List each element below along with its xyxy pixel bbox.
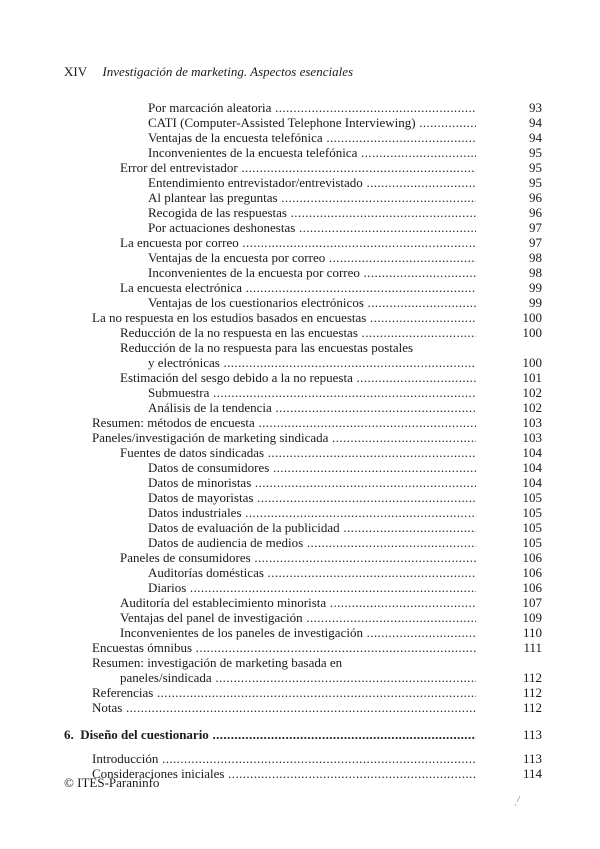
toc-entry: Entendimiento entrevistador/entrevistado ..... 95 (92, 175, 542, 190)
running-header (64, 64, 353, 80)
toc-entry: Estimación del sesgo debido a la no repuesta ..... 101 (92, 370, 542, 385)
toc-entry: Inconvenientes de los paneles de investigación ..... 110 (92, 625, 542, 640)
toc-entry: Datos de minoristas ..... 104 (92, 475, 542, 490)
toc-entry: Datos industriales ..... 105 (92, 505, 542, 520)
toc-chapter-entry: 6. Diseño del cuestionario ..... 113 (92, 727, 542, 742)
toc-entry: Auditoría del establecimiento minorista ..... 107 (92, 595, 542, 610)
copyright-footer: © ITES-Paraninfo (64, 775, 160, 790)
toc-entry: Inconvenientes de la encuesta por correo ..... 98 (92, 265, 542, 280)
toc-entry: Recogida de las respuestas ..... 96 (92, 205, 542, 220)
toc-entry: Datos de audiencia de medios ..... 105 (92, 535, 542, 550)
toc-entry: Inconvenientes de la encuesta telefónica ..... 95 (92, 145, 542, 160)
toc-entry: La no respuesta en los estudios basados en encuestas ..... 100 (92, 310, 542, 325)
toc-entry: paneles/sindicada ..... 112 (92, 670, 542, 685)
toc-entry: Ventajas de la encuesta telefónica ..... 94 (92, 130, 542, 145)
toc-entry: Notas ..... 112 (92, 700, 542, 715)
toc-entry: Ventajas de la encuesta por correo ..... 98 (92, 250, 542, 265)
toc-entry: Resumen: métodos de encuesta ..... 103 (92, 415, 542, 430)
toc-entry: Datos de mayoristas ..... 105 (92, 490, 542, 505)
toc-entry: y electrónicas ..... 100 (92, 355, 542, 370)
toc-entry: Reducción de la no respuesta para las encuestas postales (120, 340, 414, 355)
toc-entry: Diarios ..... 106 (92, 580, 542, 595)
toc-entry: Paneles/investigación de marketing sindicada ..... 103 (92, 430, 542, 445)
pen-mark (512, 795, 522, 807)
toc-entry: Submuestra ..... 102 (92, 385, 542, 400)
toc-entry: Error del entrevistador ..... 95 (92, 160, 542, 175)
toc-entry: La encuesta por correo ..... 97 (92, 235, 542, 250)
toc-entry: Fuentes de datos sindicadas ..... 104 (92, 445, 542, 460)
toc-entry: Introducción ..... 113 (92, 751, 542, 766)
toc-entry: Consideraciones iniciales ..... 114 (92, 766, 542, 781)
toc-entry: Referencias ..... 112 (92, 685, 542, 700)
toc-entry: Paneles de consumidores ..... 106 (92, 550, 542, 565)
page-number-roman: XIV (64, 64, 88, 79)
toc-entry: CATI (Computer-Assisted Telephone Interviewing) ..... 94 (92, 115, 542, 130)
book-title: Investigación de marketing. Aspectos esenciales (102, 64, 354, 79)
toc-entry: Por marcación aleatoria ..... 93 (92, 100, 542, 115)
toc-entry: La encuesta electrónica ..... 99 (92, 280, 542, 295)
toc-entry: Reducción de la no respuesta en las encuestas ..... 100 (92, 325, 542, 340)
toc-entry: Datos de evaluación de la publicidad ..... 105 (92, 520, 542, 535)
toc-entry: Encuestas ómnibus ..... 111 (92, 640, 542, 655)
toc-entry: Datos de consumidores ..... 104 (92, 460, 542, 475)
toc-entry: Ventajas de los cuestionarios electrónicos ..... 99 (92, 295, 542, 310)
toc-entry: Por actuaciones deshonestas ..... 97 (92, 220, 542, 235)
toc-entry: Resumen: investigación de marketing basada en (92, 655, 343, 670)
toc-entry: Análisis de la tendencia ..... 102 (92, 400, 542, 415)
toc-entry: Ventajas del panel de investigación ..... 109 (92, 610, 542, 625)
toc-entry: Auditorías domésticas ..... 106 (92, 565, 542, 580)
toc-entry: Al plantear las preguntas ..... 96 (92, 190, 542, 205)
